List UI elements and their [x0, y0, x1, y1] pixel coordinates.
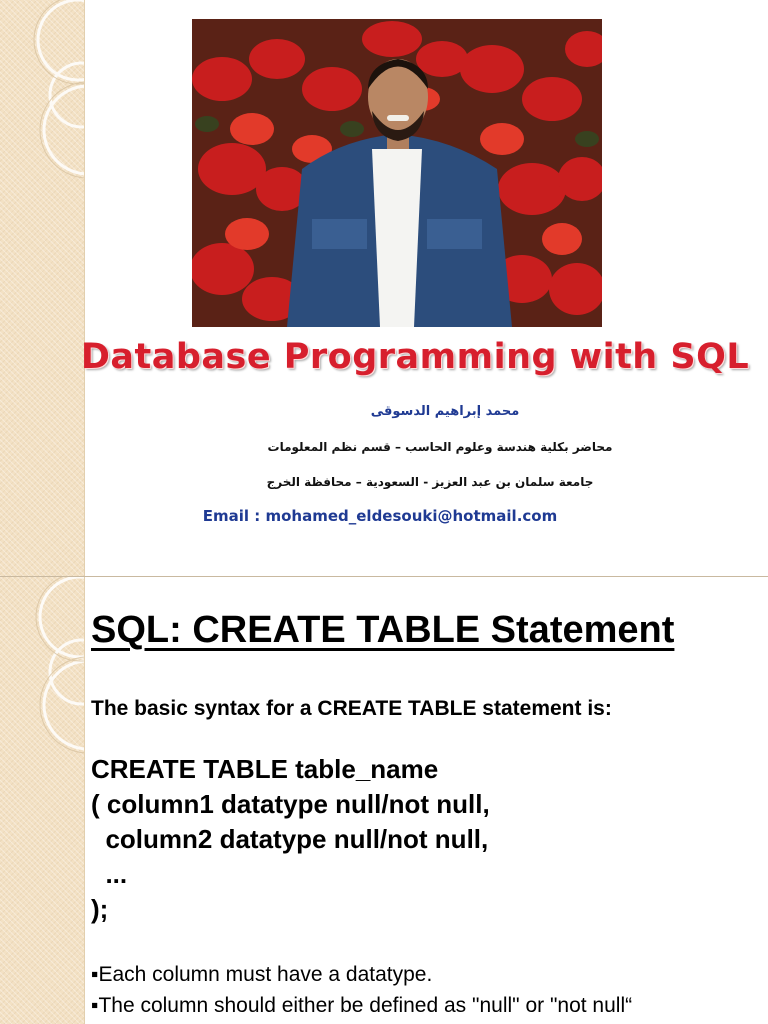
slide-title: Database Programming with SQL: [80, 337, 750, 377]
syntax-line: CREATE TABLE table_name: [91, 754, 439, 784]
syntax-line: column2 datatype null/not null,: [91, 824, 489, 854]
author-university-arabic: جامعة سلمان بن عبد العزيز - السعودية – محافظة الخرج: [266, 475, 594, 489]
bullet-item: ▪The column should either be defined as "null" or "not null“: [91, 994, 633, 1017]
sidebar-decoration: [0, 577, 85, 1024]
ring-ornament-icon: [0, 577, 84, 1024]
syntax-line: );: [91, 894, 109, 924]
intro-text: The basic syntax for a CREATE TABLE statement is:: [91, 697, 612, 720]
bullet-item: ▪Each column must have a datatype.: [91, 963, 433, 986]
author-email: Email : mohamed_eldesouki@hotmail.com: [202, 507, 558, 525]
syntax-block: [91, 752, 490, 927]
author-name-arabic: محمد إبراهيم الدسوقى: [370, 404, 520, 419]
author-photo: [192, 19, 602, 327]
author-position-arabic: محاضر بكلية هندسة وعلوم الحاسب – قسم نظم المعلومات: [267, 440, 613, 454]
section-heading: SQL: CREATE TABLE Statement: [91, 609, 675, 651]
syntax-line: ( column1 datatype null/not null,: [91, 789, 490, 819]
ring-ornament-icon: [0, 0, 84, 576]
sidebar-decoration: [0, 0, 85, 576]
syntax-line: ...: [91, 859, 128, 889]
